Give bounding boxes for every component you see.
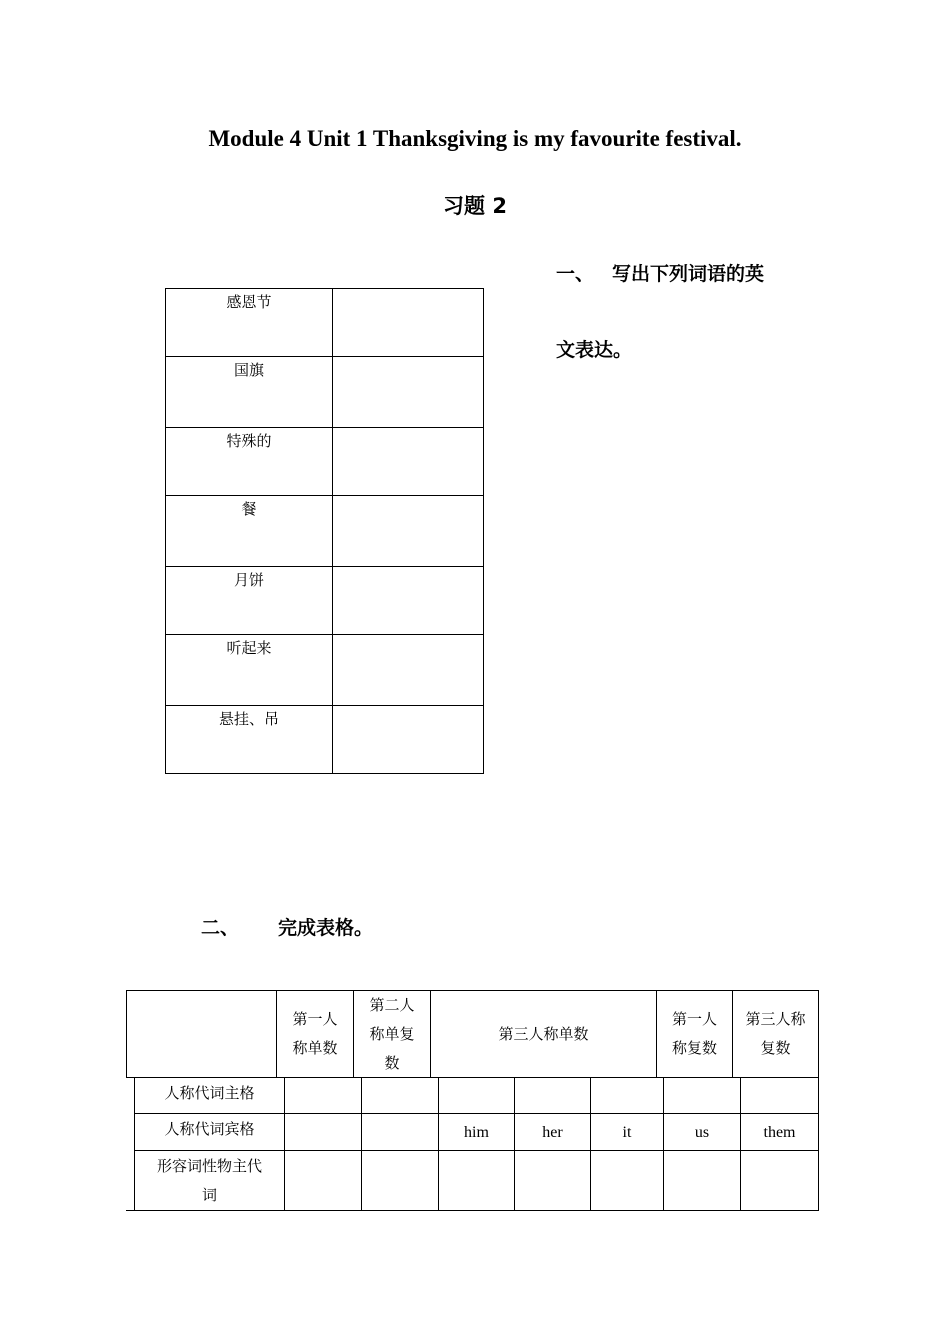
vocab-answer-cell[interactable] bbox=[333, 496, 484, 567]
answer-cell[interactable] bbox=[284, 1150, 362, 1211]
answer-cell[interactable] bbox=[740, 1077, 819, 1114]
answer-cell[interactable] bbox=[284, 1113, 362, 1151]
answer-cell[interactable] bbox=[438, 1077, 515, 1114]
vocab-answer-cell[interactable] bbox=[333, 428, 484, 496]
section1-instruction-line2: 文表达。 bbox=[556, 339, 633, 361]
pronoun-us: us bbox=[663, 1113, 741, 1151]
vocab-word: 感恩节 bbox=[166, 289, 333, 357]
section1-instruction-line1: 写出下列词语的英 bbox=[612, 263, 765, 285]
header-text: 数 bbox=[384, 1053, 400, 1072]
vocab-word: 悬挂、吊 bbox=[166, 706, 333, 774]
table-stub-line bbox=[126, 1210, 135, 1211]
answer-cell[interactable] bbox=[663, 1150, 741, 1211]
pronoun-her: her bbox=[514, 1113, 591, 1151]
answer-cell[interactable] bbox=[284, 1077, 362, 1114]
header-third-singular: 第三人称单数 bbox=[430, 990, 657, 1078]
row-label-possessive-adjective bbox=[134, 1150, 285, 1211]
header-corner-cell bbox=[126, 990, 277, 1078]
answer-cell[interactable] bbox=[361, 1150, 439, 1211]
vocab-answer-cell[interactable] bbox=[333, 357, 484, 428]
answer-cell[interactable] bbox=[590, 1150, 664, 1211]
vocab-word: 餐 bbox=[166, 496, 333, 567]
row-label-text: 形容词性物主代 bbox=[156, 1157, 262, 1175]
header-first-plural bbox=[656, 990, 733, 1078]
header-second-singular bbox=[353, 990, 431, 1078]
header-text: 称复数 bbox=[671, 1039, 717, 1057]
vocab-word: 月饼 bbox=[166, 567, 333, 635]
section1-number: 一、 bbox=[556, 263, 595, 285]
answer-cell[interactable] bbox=[361, 1077, 439, 1114]
header-text: 第三人称 bbox=[745, 1010, 806, 1028]
vocab-answer-cell[interactable] bbox=[333, 289, 484, 357]
row-label-subject: 人称代词主格 bbox=[134, 1077, 285, 1114]
row-label-text: 词 bbox=[201, 1186, 217, 1204]
answer-cell[interactable] bbox=[590, 1077, 664, 1114]
answer-cell[interactable] bbox=[514, 1150, 591, 1211]
header-text: 称单数 bbox=[292, 1039, 338, 1057]
answer-cell[interactable] bbox=[438, 1150, 515, 1211]
pronoun-him: him bbox=[438, 1113, 515, 1151]
worksheet-subtitle: 习题 2 bbox=[443, 194, 507, 218]
header-first-singular bbox=[276, 990, 354, 1078]
section2-number: 二、 bbox=[201, 917, 240, 939]
vocab-word: 听起来 bbox=[166, 635, 333, 706]
worksheet-title: Module 4 Unit 1 Thanksgiving is my favourite festival. bbox=[208, 126, 742, 151]
vocab-answer-cell[interactable] bbox=[333, 706, 484, 774]
row-label-object: 人称代词宾格 bbox=[134, 1113, 285, 1151]
answer-cell[interactable] bbox=[514, 1077, 591, 1114]
header-text: 第二人 bbox=[369, 995, 415, 1014]
answer-cell[interactable] bbox=[361, 1113, 439, 1151]
vocab-answer-cell[interactable] bbox=[333, 567, 484, 635]
pronoun-it: it bbox=[590, 1113, 664, 1151]
vocab-word: 国旗 bbox=[166, 357, 333, 428]
vocab-answer-cell[interactable] bbox=[333, 635, 484, 706]
answer-cell[interactable] bbox=[740, 1150, 819, 1211]
header-text: 复数 bbox=[760, 1039, 791, 1057]
vocab-word: 特殊的 bbox=[166, 428, 333, 496]
header-third-plural bbox=[732, 990, 819, 1078]
header-text: 第一人 bbox=[292, 1010, 338, 1028]
answer-cell[interactable] bbox=[663, 1077, 741, 1114]
header-text: 第一人 bbox=[671, 1010, 717, 1028]
vocab-table bbox=[165, 288, 484, 774]
header-text: 称单复 bbox=[369, 1024, 415, 1043]
section2-instruction: 完成表格。 bbox=[278, 917, 374, 939]
pronoun-them: them bbox=[740, 1113, 819, 1151]
